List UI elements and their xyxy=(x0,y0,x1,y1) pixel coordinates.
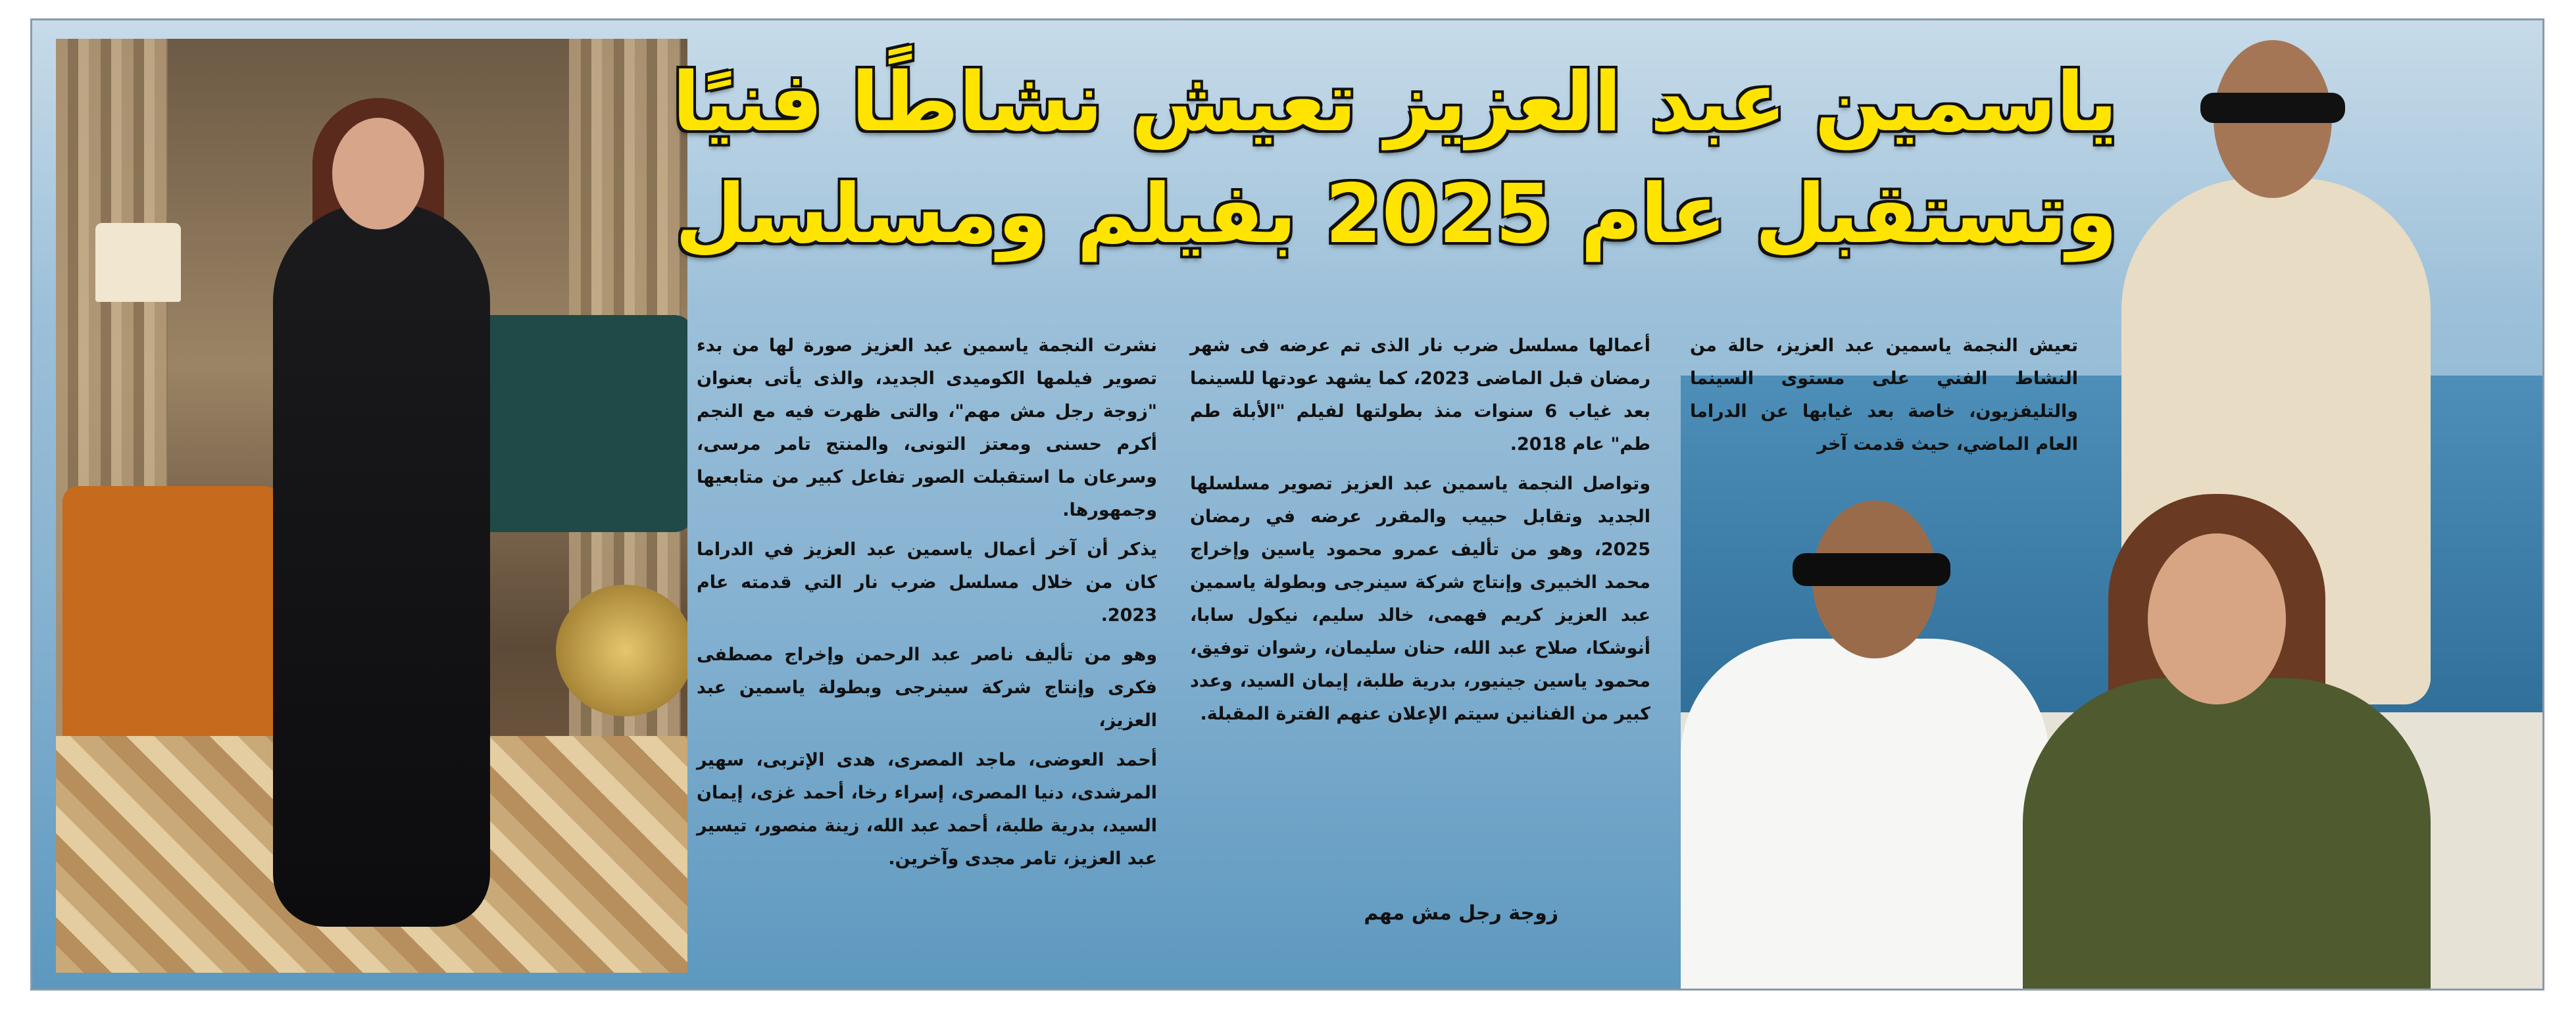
headline-line-2: وتستقبل عام 2025 بفيلم ومسلسل xyxy=(675,167,2118,262)
armchair-shape xyxy=(62,486,280,762)
woman-head-shape xyxy=(2148,533,2286,704)
man-sitting-shape xyxy=(1681,639,2049,989)
dress-shape xyxy=(273,203,490,927)
woman-green-dress-shape xyxy=(2023,678,2431,989)
photo-yasmine-black-dress xyxy=(56,39,687,973)
headline xyxy=(672,47,2118,270)
paragraph: يذكر أن آخر أعمال ياسمين عبد العزيز في الدراما كان من خلال مسلسل ضرب نار التي قدمته عام 2023. xyxy=(697,539,1157,625)
paragraph: أعمالها مسلسل ضرب نار الذى تم عرضه فى شهر رمضان قبل الماضى 2023، كما يشهد عودتها للسينما بعد غياب 6 سنوات منذ بطولتها لفيلم "الأبلة طم طم" عام 2018. xyxy=(1190,335,1651,454)
photo-caption: زوجة رجل مش مهم xyxy=(1364,902,1558,925)
lamp-shape xyxy=(95,223,181,302)
headline-line-1: ياسمين عبد العزيز تعيش نشاطًا فنيًا xyxy=(672,55,2118,150)
paragraph: وهو من تأليف ناصر عبد الرحمن وإخراج مصطفى فكرى وإنتاج شركة سينرجى وبطولة ياسمين عبد العزيز، xyxy=(697,645,1157,731)
paragraph: أحمد العوضى، ماجد المصرى، هدى الإتربى، سهير المرشدى، دنيا المصرى، إسراء رخا، أحمد غزى، إيمان السيد، بدرية طلبة، أحمد عبد الله، زينة منصور، تيسير عبد العزيز، تامر مجدى وآخرين. xyxy=(697,750,1157,869)
paragraph: وتواصل النجمة ياسمين عبد العزيز تصوير مسلسلها الجديد وتقابل حبيب والمقرر عرضه في رمضان 2025، وهو من تأليف عمرو محمود ياسين وإخراج محمد الخبيرى وإنتاج شركة سينرجى وبطولة ياسمين عبد العزيز كريم فهمى، خالد سليم، نيكول سابا، أنوشكا، صلاح عبد الله، حنان سليمان، رشوان توفيق، محمود ياسين جينيور، بدرية طلبة، إيمان السيد، وعدد كبير من الفنانين سيتم الإعلان عنهم الفترة المقبلة. xyxy=(1190,474,1650,724)
sunglasses-icon xyxy=(1793,553,1950,586)
sunglasses-icon xyxy=(2200,93,2345,123)
paragraph: تعيش النجمة ياسمين عبد العزيز، حالة من النشاط الفني على مستوى السينما والتليفزيون، خاصة بعد غيابها عن الدراما العام الماضي، حيث قدمت آخر xyxy=(1690,335,2078,454)
article-column-3 xyxy=(697,330,1157,882)
article-column-1 xyxy=(1690,330,2078,468)
paragraph: نشرت النجمة ياسمين عبد العزيز صورة لها من بدء تصوير فيلمها الكوميدى الجديد، والذى يأتى بعنوان "زوجة رجل مش مهم"، والتى ظهرت فيه مع النجم أكرم حسنى ومعتز التونى، والمنتج تامر مرسى، وسرعان ما استقبلت الصور تفاعل كبير من متابعيها وجمهورها. xyxy=(697,335,1157,520)
head-shape xyxy=(332,118,424,230)
side-table-shape xyxy=(556,585,687,716)
newspaper-article xyxy=(30,18,2544,991)
article-column-2 xyxy=(1190,330,1650,737)
